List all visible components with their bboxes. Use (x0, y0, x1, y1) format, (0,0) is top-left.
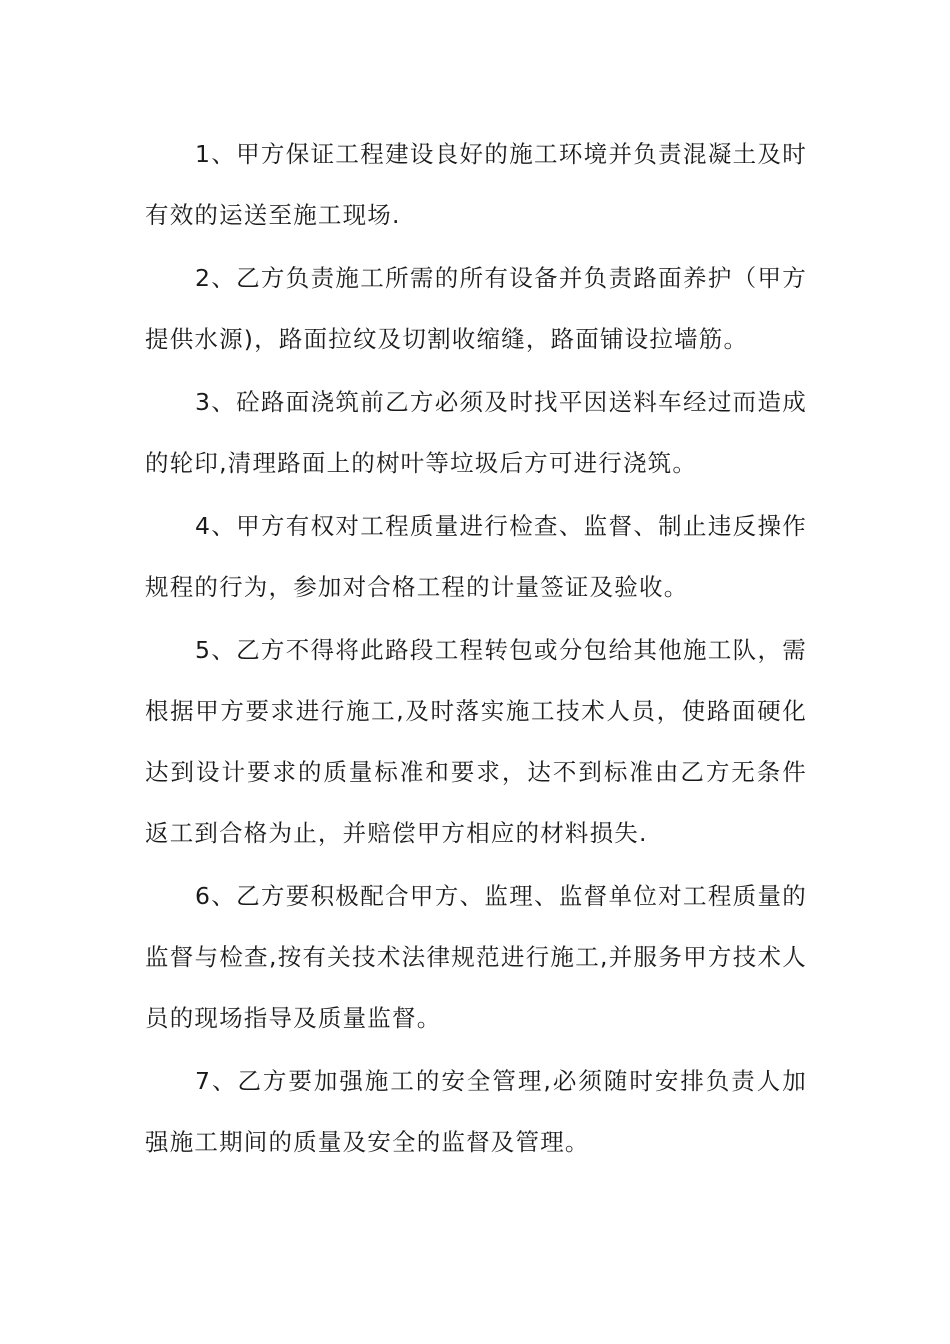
clause-1: 1、甲方保证工程建设良好的施工环境并负责混凝土及时有效的运送至施工现场. (145, 140, 807, 229)
clause-2: 2、乙方负责施工所需的所有设备并负责路面养护（甲方提供水源)，路面拉纹及切割收缩缝，路面铺设拉墙筋。 (145, 264, 807, 353)
clause-5: 5、乙方不得将此路段工程转包或分包给其他施工队，需根据甲方要求进行施工,及时落实施工技术人员，使路面硬化达到设计要求的质量标准和要求，达不到标准由乙方无条件返工到合格为止，并赔偿甲方相应的材料损失. (145, 636, 807, 847)
clause-7: 7、乙方要加强施工的安全管理,必须随时安排负责人加强施工期间的质量及安全的监督及管理。 (145, 1067, 807, 1156)
clause-6: 6、乙方要积极配合甲方、监理、监督单位对工程质量的监督与检查,按有关技术法律规范进行施工,并服务甲方技术人员的现场指导及质量监督。 (145, 882, 807, 1032)
clause-3: 3、砼路面浇筑前乙方必须及时找平因送料车经过而造成的轮印,清理路面上的树叶等垃圾后方可进行浇筑。 (145, 388, 807, 477)
clause-4: 4、甲方有权对工程质量进行检查、监督、制止违反操作规程的行为，参加对合格工程的计量签证及验收。 (145, 512, 807, 601)
document-body (145, 124, 807, 1173)
